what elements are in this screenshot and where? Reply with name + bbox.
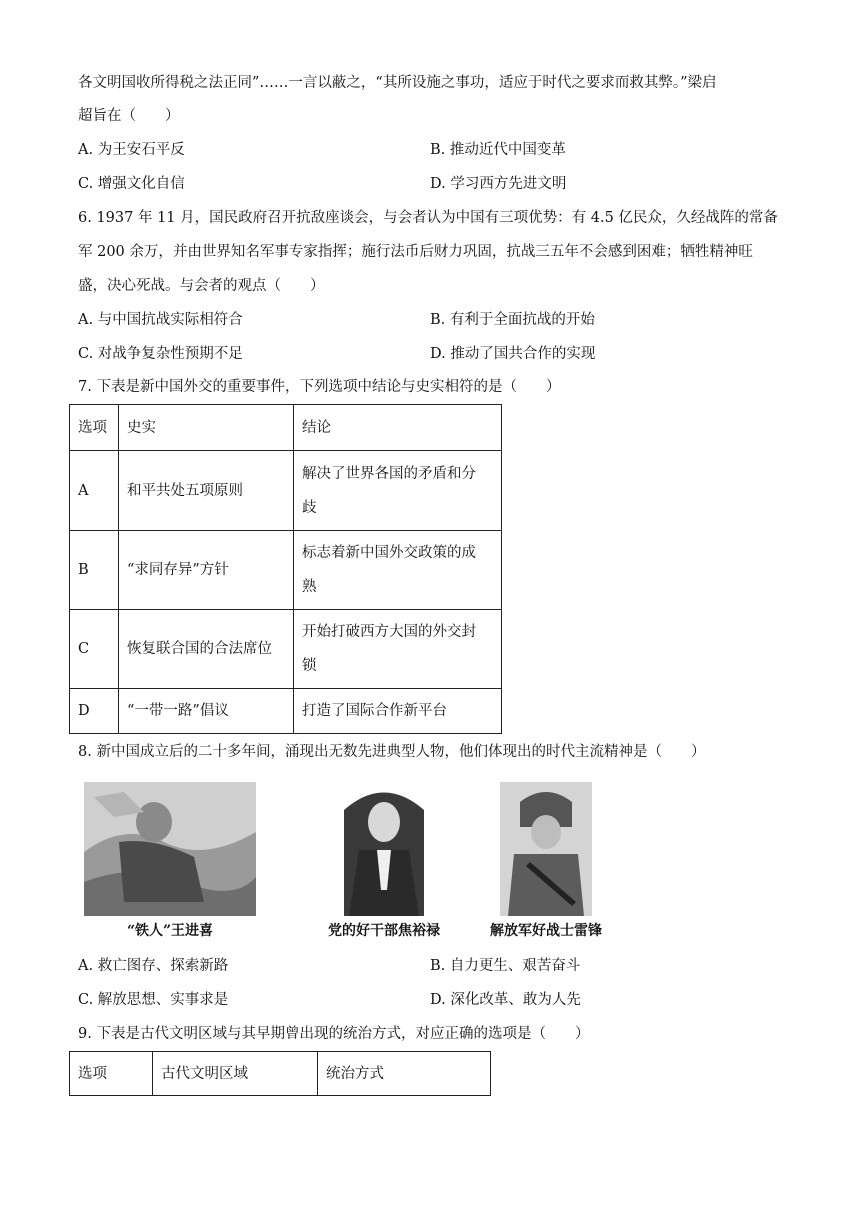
photo-caption-wang-jinxi: “铁人”王进喜: [126, 923, 214, 939]
table-row: [70, 451, 502, 531]
table-cell-fact: 恢复联合国的合法席位: [119, 610, 294, 689]
q9-stem: 9. 下表是古代文明区域与其早期曾出现的统治方式，对应正确的选项是（ ）: [78, 1026, 590, 1042]
table-cell-option: A: [70, 451, 119, 531]
table-cell-option: B: [70, 531, 119, 610]
q8-option-b: B. 自力更生、艰苦奋斗: [430, 958, 581, 974]
q6-line-1: 6. 1937 年 11 月，国民政府召开抗敌座谈会，与会者认为中国有三项优势：有 4.5 亿民众，久经战阵的常备: [78, 210, 778, 226]
q6-option-a: A. 与中国抗战实际相符合: [78, 312, 243, 328]
q6-option-d: D. 推动了国共合作的实现: [430, 346, 596, 362]
table-row: [70, 610, 502, 689]
q6-option-b: B. 有利于全面抗战的开始: [430, 312, 595, 328]
table-header-row: [70, 405, 502, 451]
q8-option-d: D. 深化改革、敢为人先: [430, 992, 581, 1008]
table-header-cell: 选项: [70, 1052, 153, 1096]
q8-stem: 8. 新中国成立后的二十多年间，涌现出无数先进典型人物，他们体现出的时代主流精神是（ ）: [78, 744, 706, 760]
table-cell-conclusion: 标志着新中国外交政策的成 熟: [294, 531, 502, 610]
table-header-cell: 统治方式: [318, 1052, 491, 1096]
photo-caption-lei-feng: 解放军好战士雷锋: [490, 923, 602, 939]
q8-option-a: A. 救亡图存、探索新路: [78, 958, 229, 974]
table-cell-fact: 和平共处五项原则: [119, 451, 294, 531]
q5-option-b: B. 推动近代中国变革: [430, 142, 566, 158]
table-cell-fact: “求同存异”方针: [119, 531, 294, 610]
table-header-cell: 结论: [294, 405, 502, 451]
q5-line-1: 各文明国收所得税之法正同”……一言以蔽之，“其所设施之事功，适应于时代之要求而救其弊。”梁启: [78, 75, 717, 91]
table-header-cell: 古代文明区域: [153, 1052, 318, 1096]
table-cell-fact: “一带一路”倡议: [119, 689, 294, 734]
table-cell-conclusion: 打造了国际合作新平台: [294, 689, 502, 734]
q7-stem: 7. 下表是新中国外交的重要事件，下列选项中结论与史实相符的是（ ）: [78, 379, 561, 395]
table-cell-conclusion: 解决了世界各国的矛盾和分 歧: [294, 451, 502, 531]
table-row: [70, 689, 502, 734]
table-header-cell: 史实: [119, 405, 294, 451]
table-header-row: [70, 1052, 491, 1096]
q5-option-d: D. 学习西方先进文明: [430, 176, 567, 192]
q6-line-2: 军 200 余万，并由世界知名军事专家指挥；施行法币后财力巩固，抗战三五年不会感到困难；牺牲精神旺: [78, 244, 753, 260]
q5-line-2: 超旨在（ ）: [78, 108, 180, 124]
table-row: [70, 531, 502, 610]
q5-option-c: C. 增强文化自信: [78, 176, 185, 192]
q7-table: [69, 404, 502, 734]
q8-option-c: C. 解放思想、实事求是: [78, 992, 229, 1008]
photo-caption-jiao-yulu: 党的好干部焦裕禄: [328, 923, 440, 939]
jiao-yulu-photo: [329, 780, 439, 916]
lei-feng-photo: [500, 782, 592, 916]
q6-line-3: 盛，决心死战。与会者的观点（ ）: [78, 278, 325, 294]
q9-table: [69, 1051, 491, 1096]
table-cell-conclusion: 开始打破西方大国的外交封 锁: [294, 610, 502, 689]
wang-jinxi-photo: [84, 782, 256, 916]
table-cell-option: D: [70, 689, 119, 734]
table-cell-option: C: [70, 610, 119, 689]
q5-option-a: A. 为王安石平反: [78, 142, 185, 158]
q6-option-c: C. 对战争复杂性预期不足: [78, 346, 243, 362]
table-header-cell: 选项: [70, 405, 119, 451]
